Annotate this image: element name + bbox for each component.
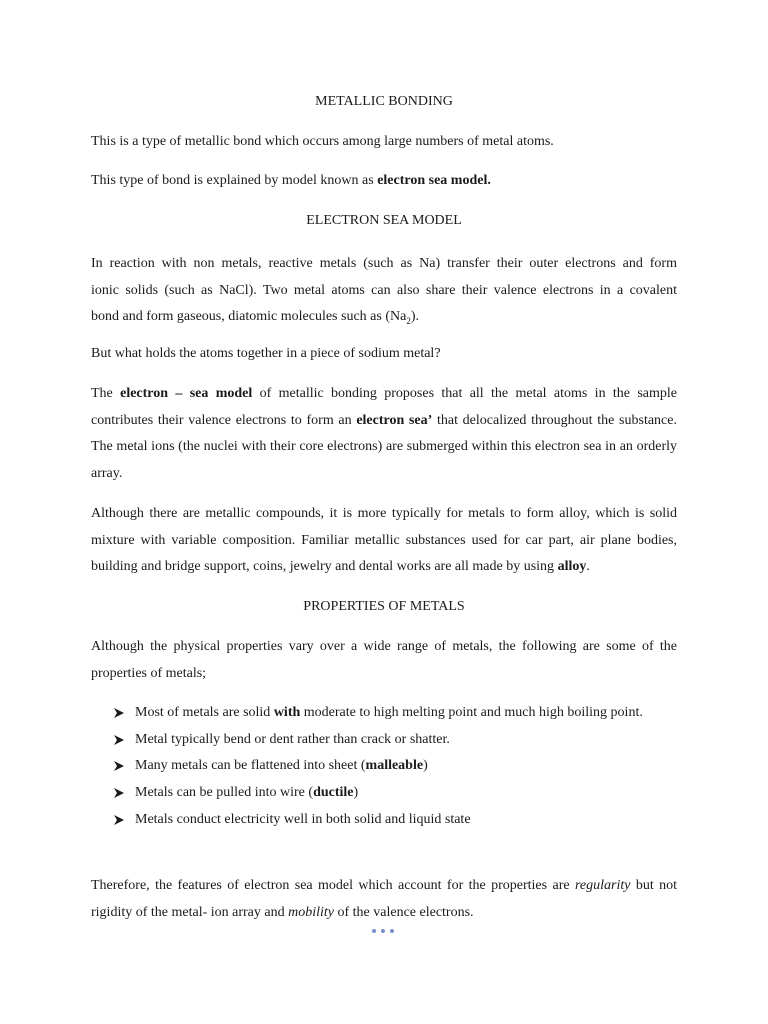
section-title-metallic-bonding: METALLIC BONDING	[315, 94, 453, 109]
paragraph-electron-sea	[91, 381, 677, 488]
paragraph-text: of the valence electrons.	[334, 904, 474, 920]
properties-list	[113, 700, 677, 834]
paragraph-text: .	[586, 559, 590, 575]
list-text: )	[353, 785, 359, 801]
section-title-electron-sea-model: ELECTRON SEA MODEL	[306, 213, 462, 228]
list-item	[113, 780, 677, 807]
arrowhead-bullet-icon	[113, 814, 125, 826]
paragraph-text: but not rigidity of the metal- ion array and	[91, 878, 678, 920]
paragraph-intro: This is a type of metallic bond which occurs among large numbers of metal atoms.	[91, 134, 554, 149]
list-item	[113, 700, 677, 727]
paragraph-text: Therefore, the features of electron sea model which account for the properties are	[91, 878, 575, 893]
paragraph-conclusion	[91, 873, 677, 926]
bold-term: electron sea model.	[377, 173, 491, 188]
paragraph-text: Although there are metallic compounds, it is more typically for metals to form alloy, which is solid mixture with variable composition. Familiar metallic substances used for car part, air plane bodies, building and bridge support, coins, jewelry and dental works are all made by using	[91, 506, 677, 575]
bold-term: electron – sea model	[120, 386, 253, 401]
subscript: 2	[406, 316, 411, 327]
list-item	[113, 807, 677, 834]
paragraph-line: In reaction with non metals, reactive metals (such as Na) transfer their outer electrons and form	[91, 256, 677, 271]
section-title-properties: PROPERTIES OF METALS	[303, 599, 465, 614]
dot	[372, 929, 376, 933]
list-text: moderate to high melting point and much high boiling point.	[300, 705, 643, 720]
paragraph-text: of metallic bonding proposes that all the metal atoms in the sample contributes their valence electrons to form an	[91, 386, 678, 428]
list-text: Metals can be pulled into wire (	[135, 785, 314, 801]
paragraph-reaction	[91, 251, 677, 335]
paragraph-properties-intro: Although the physical properties vary over a wide range of metals, the following are some of the properties of metals;	[91, 639, 677, 681]
dot	[381, 929, 385, 933]
paragraph-text: that delocalized throughout the substance. The metal ions (the nuclei with their core electrons) are submerged within this electron sea in an orderly array.	[91, 412, 677, 482]
bold-term: electron sea’	[356, 412, 433, 428]
paragraph-line: ionic solids (such as NaCl). Two metal atoms can also share their valence electrons in a covalent	[91, 282, 677, 298]
paragraph-text: ).	[410, 309, 419, 325]
bold-term: alloy	[557, 559, 587, 575]
list-item	[113, 753, 677, 780]
bold-term: ductile	[313, 785, 354, 801]
more-pages-indicator[interactable]	[372, 929, 394, 933]
italic-term: regularity	[574, 878, 631, 893]
italic-term: mobility	[288, 904, 334, 920]
list-text: Metals conduct electricity well in both solid and liquid state	[135, 811, 471, 827]
bold-term: malleable	[365, 758, 424, 774]
arrowhead-bullet-icon	[113, 787, 125, 799]
paragraph-question: But what holds the atoms together in a piece of sodium metal?	[91, 346, 441, 361]
paragraph-line	[91, 304, 677, 335]
list-text: Metal typically bend or dent rather than crack or shatter.	[135, 731, 450, 747]
list-text: )	[423, 758, 428, 774]
arrowhead-bullet-icon	[113, 760, 125, 772]
paragraph-text: The	[91, 386, 121, 401]
list-item	[113, 727, 677, 754]
paragraph-text: bond and form gaseous, diatomic molecules such as (Na	[91, 309, 407, 325]
list-text: Many metals can be flattened into sheet (	[135, 758, 366, 774]
list-text: Most of metals are solid	[135, 705, 274, 720]
paragraph-alloys	[91, 501, 677, 581]
paragraph-text: This type of bond is explained by model known as	[91, 173, 378, 188]
arrowhead-bullet-icon	[113, 734, 125, 746]
paragraph-model-intro	[91, 171, 677, 191]
dot	[390, 929, 394, 933]
bold-term: with	[273, 705, 301, 720]
arrowhead-bullet-icon	[113, 707, 125, 719]
